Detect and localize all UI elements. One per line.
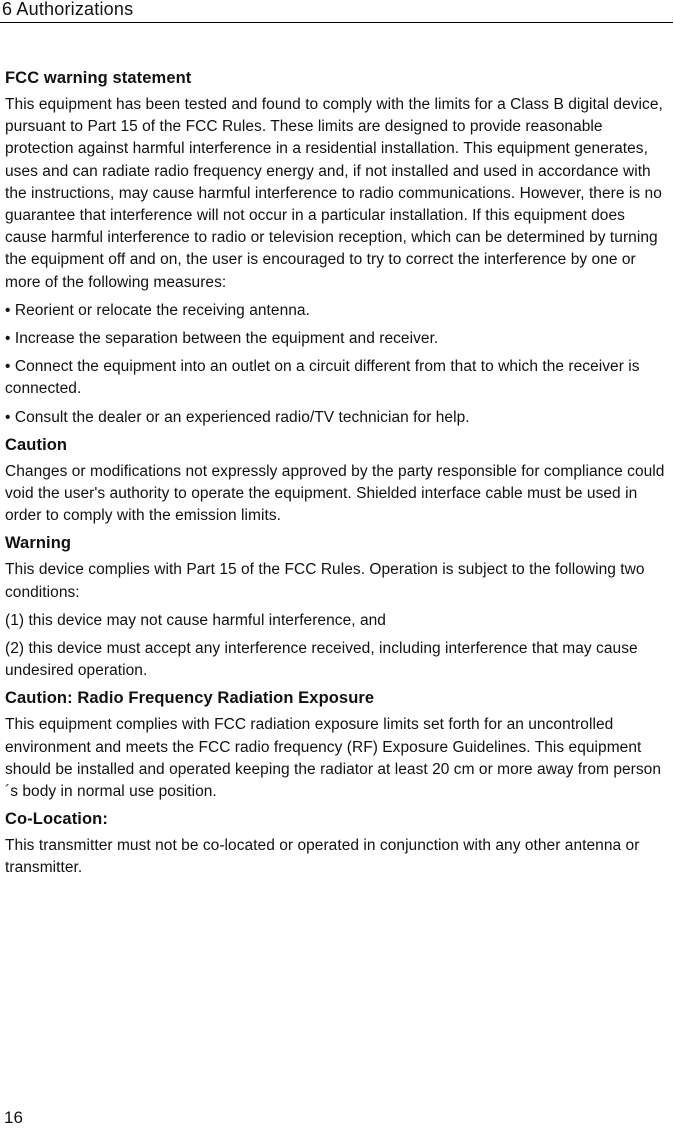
document-body (5, 68, 669, 886)
bullet-item: • Reorient or relocate the receiving antenna. (5, 301, 310, 319)
paragraph: This transmitter must not be co-located or operated in conjunction with any other antenna or transmitter. (5, 837, 640, 877)
bullet-item: • Increase the separation between the equipment and receiver. (5, 330, 439, 348)
chapter-title: 6 Authorizations (2, 0, 134, 19)
page-header (0, 0, 673, 23)
bullet-item: • Connect the equipment into an outlet on a circuit different from that to which the receiver is connected. (5, 358, 640, 398)
condition-item: (1) this device may not cause harmful interference, and (5, 611, 386, 629)
paragraph: Changes or modifications not expressly approved by the party responsible for compliance could void the user's authority to operate the equipment. Shielded interface cable must be used in order to comply with the emission limits. (5, 462, 665, 525)
paragraph: This device complies with Part 15 of the FCC Rules. Operation is subject to the following two conditions: (5, 561, 645, 601)
paragraph: This equipment complies with FCC radiation exposure limits set forth for an uncontrolled environment and meets the FCC radio frequency (RF) Exposure Guidelines. This equipment should be installed and operated keeping the radiator at least 20 cm or more away from person´s body in normal use position. (5, 716, 662, 801)
section-heading-rf-exposure: Caution: Radio Frequency Radiation Exposure (5, 689, 375, 708)
condition-item: (2) this device must accept any interference received, including interference that may cause undesired operation. (5, 640, 638, 680)
section-heading-warning: Warning (5, 534, 72, 553)
bullet-item: • Consult the dealer or an experienced radio/TV technician for help. (5, 408, 470, 426)
section-heading-co-location: Co-Location: (5, 810, 108, 829)
section-heading-caution: Caution (5, 435, 68, 454)
section-heading-fcc-warning: FCC warning statement (5, 69, 192, 87)
paragraph: This equipment has been tested and found to comply with the limits for a Class B digital device, pursuant to Part 15 of the FCC Rules. These limits are designed to provide reasonable protection against harmful interference in a residential installation. This equipment generates, uses and can radiate radio frequency energy and, if not installed and used in accordance with the instructions, may cause harmful interference to radio communications. However, there is no guarantee that interference will not occur in a particular installation. If this equipment does cause harmful interference to radio or television reception, which can be determined by turning the equipment off and on, the user is encouraged to try to correct the interference by one or more of the following measures: (5, 96, 663, 291)
page-number: 16 (4, 1108, 23, 1127)
